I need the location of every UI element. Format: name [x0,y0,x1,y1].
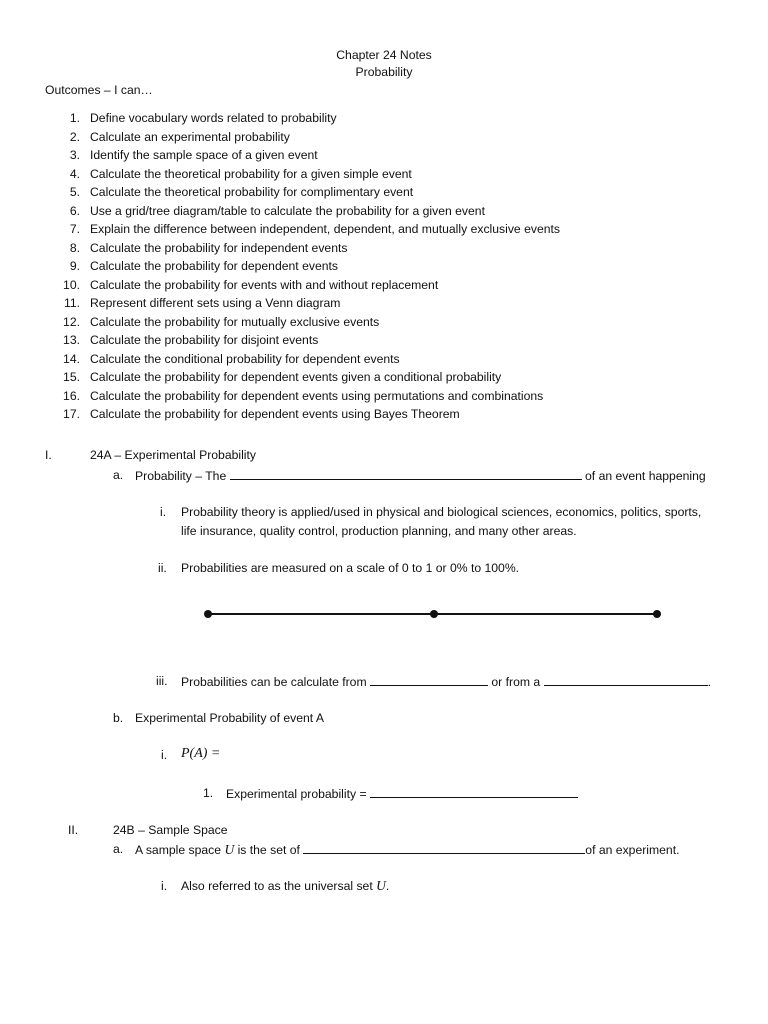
list-item-number: 8. [69,240,80,255]
list-item [0,129,768,145]
list-item [0,406,768,422]
list-item-number: 6. [69,203,80,218]
list-item-text: Calculate the probability for disjoint events [90,333,319,347]
list-item-text: Calculate the theoretical probability for complimentary event [90,185,414,199]
list-item [0,332,768,348]
section-1a-ii-text: Probabilities are measured on a scale of 0 to 1 or 0% to 100%. [181,561,520,575]
blank-calculate-from[interactable] [370,673,488,686]
section-2a-before: A sample space [135,843,222,857]
list-item-text: Represent different sets using a Venn diagram [90,296,341,310]
page-title: Chapter 24 Notes [336,48,432,62]
list-item-text: Use a grid/tree diagram/table to calculate the probability for a given event [90,203,485,218]
section-1a-i-label: i. [160,505,167,519]
list-item-text: Calculate the probability for events with and without replacement [90,277,439,292]
section-1a-before: Probability – The [135,469,227,483]
list-item-number: 14. [63,351,80,366]
section-1a-iii-end: . [707,675,711,689]
section-2-numeral: II. [68,823,79,837]
formula-p-of-a: P(A) = [181,746,221,761]
list-item [0,277,768,293]
list-item-number: 5. [69,185,80,199]
list-item [0,221,768,237]
list-item-number: 1. [69,111,80,125]
section-1a-iii-label: iii. [156,674,168,688]
section-2a-i-end: . [385,879,390,893]
list-item [0,166,768,182]
list-item [0,314,768,330]
list-item-text: Calculate the conditional probability for dependent events [90,351,400,366]
list-item-text: Calculate the probability for dependent events using permutations and combinations [90,388,544,403]
blank-or-from-a[interactable] [544,673,708,686]
list-item-number: 13. [63,333,80,347]
list-item [0,110,768,126]
section-1a-after: of an event happening [585,469,706,483]
list-item [0,351,768,367]
list-item [0,240,768,256]
list-item [0,295,768,311]
section-1a-iii-before: Probabilities can be calculate from [181,675,367,689]
page-subtitle: Probability [355,65,413,79]
list-item-number: 9. [69,259,80,273]
section-1b-1-label: 1. [203,786,214,800]
section-2-title: 24B – Sample Space [113,823,228,837]
list-item-text: Calculate the probability for dependent events given a conditional probability [90,370,502,384]
list-item [0,388,768,404]
section-1a-i-line2: life insurance, quality control, production planning, and many other areas. [181,524,577,538]
list-item-text: Define vocabulary words related to probability [90,111,337,125]
section-1a-i-line1: Probability theory is applied/used in physical and biological sciences, economics, politics, sports, [181,505,702,519]
list-item-number: 4. [69,166,80,181]
list-item-text: Calculate the probability for dependent events using Bayes Theorem [90,407,460,421]
section-1a-iii-line [181,673,711,690]
section-1a-ii-label: ii. [158,561,167,575]
section-2a-var: U [224,842,235,857]
list-item-number: 17. [63,407,80,421]
section-1b-text: Experimental Probability of event A [135,711,325,725]
section-1b-1-line [226,785,578,802]
list-item-text: Identify the sample space of a given event [90,148,318,162]
section-1a-label: a. [113,468,124,482]
section-2a-middle: is the set of [237,843,300,857]
section-1a-iii-middle: or from a [491,675,541,689]
section-2a-label: a. [113,842,124,856]
scale-point-start [204,610,212,618]
section-1a-line [135,467,706,484]
section-2a-line [135,841,679,858]
section-1-title: 24A – Experimental Probability [90,448,256,462]
section-2a-i-line [181,878,389,894]
section-2a-i-text: Also referred to as the universal set [181,879,373,893]
list-item-text: Calculate the probability for mutually exclusive events [90,314,380,329]
list-item-number: 11. [63,296,80,310]
list-item-text: Explain the difference between independent, dependent, and mutually exclusive events [90,222,560,236]
probability-scale [200,604,666,624]
list-item-text: Calculate the probability for dependent events [90,259,338,273]
section-1b-1-text: Experimental probability = [226,787,367,801]
section-2a-i-label: i. [161,879,168,893]
list-item-number: 2. [69,129,80,144]
blank-experimental-probability[interactable] [370,785,578,798]
scale-point-middle [430,610,438,618]
list-item [0,258,768,274]
list-item-number: 15. [63,370,80,384]
list-item-number: 3. [69,148,80,162]
blank-probability-definition[interactable] [230,467,582,480]
list-item-number: 12. [63,314,80,329]
section-2a-i-var: U [376,878,386,893]
list-item [0,203,768,219]
list-item-number: 16. [63,388,80,403]
list-item [0,184,768,200]
list-item-text: Calculate an experimental probability [90,129,290,144]
list-item-text: Calculate the theoretical probability for a given simple event [90,166,412,181]
outcomes-heading: Outcomes – I can… [45,83,153,97]
section-1b-i-label: i. [161,748,168,762]
blank-sample-space[interactable] [303,841,585,854]
list-item-number: 7. [69,222,80,236]
list-item-number: 10. [63,277,80,292]
section-1b-label: b. [113,711,124,725]
section-1-numeral: I. [45,448,52,462]
list-item [0,147,768,163]
list-item [0,369,768,385]
list-item-text: Calculate the probability for independent events [90,240,348,255]
scale-point-end [653,610,661,618]
section-2a-after: of an experiment. [585,843,680,857]
